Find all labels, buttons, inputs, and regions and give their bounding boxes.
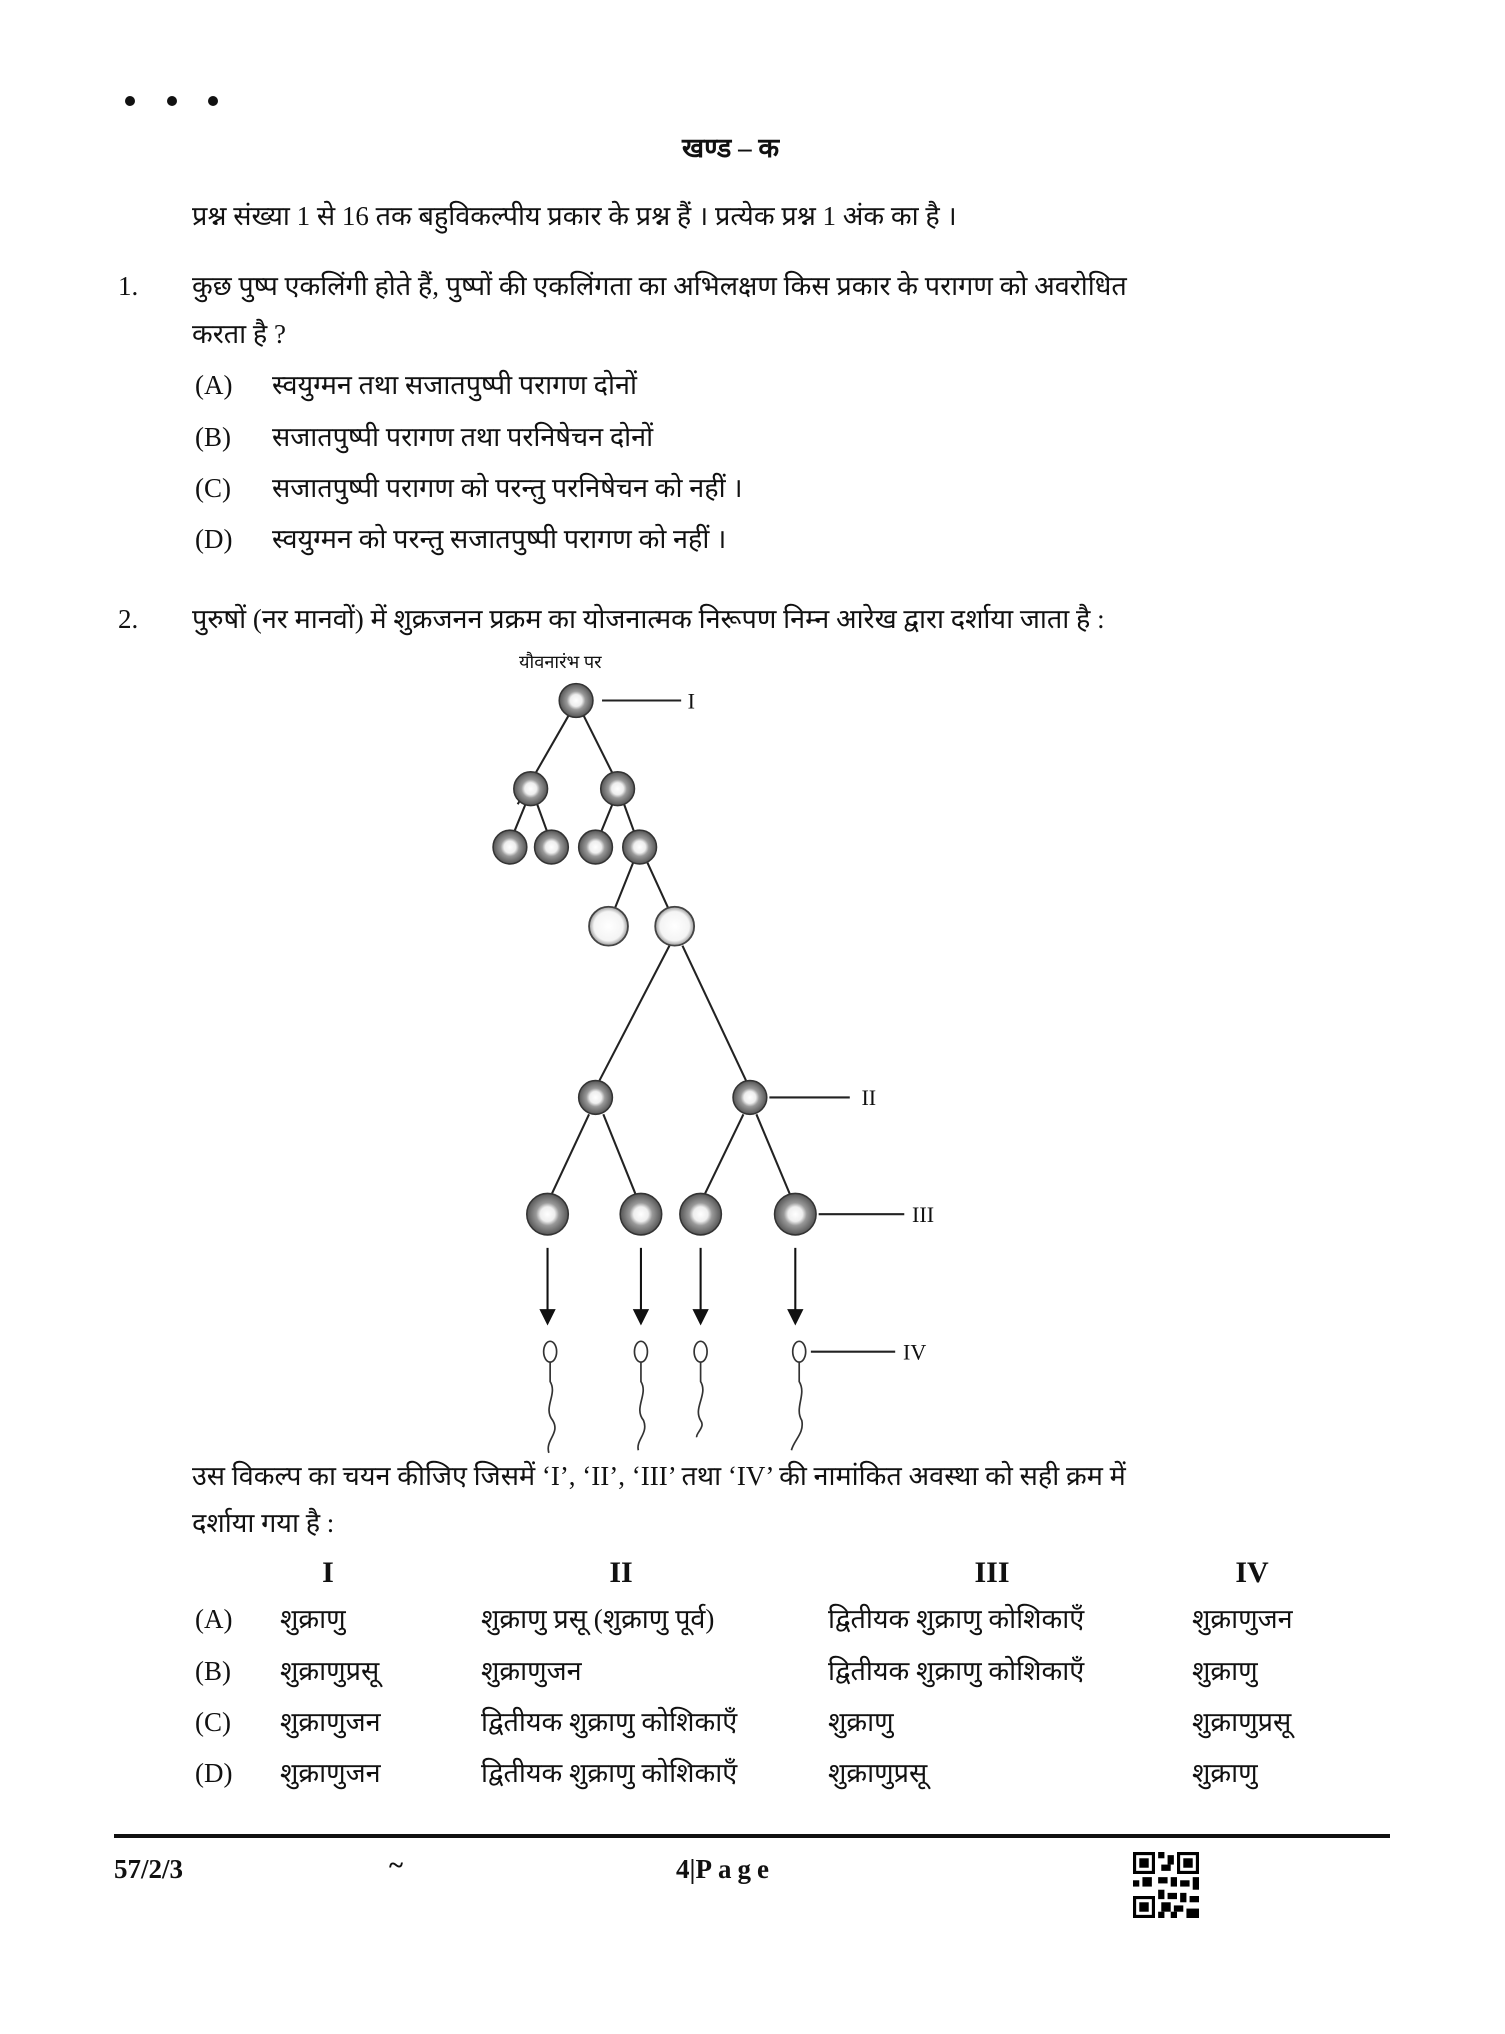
bullet-dot — [167, 96, 177, 106]
cell-ii: शुक्राणुजन — [481, 1656, 582, 1686]
q1-text-line1: कुछ पुष्प एकलिंगी होते हैं, पुष्पों की एकलिंगता का अभिलक्षण किस प्रकार के परागण को अवरोधित — [192, 271, 1127, 301]
cell-ii: शुक्राणु प्रसू (शुक्राणु पूर्व) — [481, 1604, 715, 1634]
diagram-top-label: यौवनारंभ पर — [519, 652, 602, 673]
page-separator: | — [689, 1854, 696, 1884]
cell-iv: शुक्राणुप्रसू — [1192, 1707, 1292, 1737]
instruction: प्रश्न संख्या 1 से 16 तक बहुविकल्पीय प्रकार के प्रश्न हैं । प्रत्येक प्रश्न 1 अंक का है । — [192, 201, 957, 231]
sperm-icon — [694, 1341, 707, 1437]
q1-text-line2: करता है ? — [192, 319, 286, 349]
cell-i: शुक्राणुजन — [280, 1707, 381, 1737]
paper-code: 57/2/3 — [114, 1854, 184, 1884]
sperm-cells — [544, 1341, 806, 1453]
option-label: (B) — [195, 1656, 231, 1686]
footer-tilde: ~ — [389, 1850, 404, 1880]
diagram-label-iv: IV — [902, 1339, 927, 1365]
page-word: Page — [695, 1854, 775, 1884]
option-text: स्वयुग्मन तथा सजातपुष्पी परागण दोनों — [272, 370, 637, 400]
cell-iv: शुक्राणु — [1192, 1758, 1258, 1788]
column-header-i: I — [322, 1556, 334, 1589]
cell-iii: शुक्राणु — [828, 1707, 894, 1737]
page-number: 4 — [676, 1854, 690, 1884]
option-text: सजातपुष्पी परागण को परन्तु परनिषेचन को नहीं । — [272, 473, 743, 503]
cell-i: शुक्राणुप्रसू — [280, 1656, 380, 1686]
column-header-iii: III — [974, 1556, 1010, 1589]
cell-iii: द्वितीयक शुक्राणु कोशिकाएँ — [828, 1604, 1085, 1634]
page-indicator — [676, 1853, 775, 1885]
arrows — [541, 1248, 802, 1323]
option-label: (C) — [195, 1707, 231, 1737]
cell-ii: द्वितीयक शुक्राणु कोशिकाएँ — [481, 1758, 738, 1788]
q2-number: 2. — [118, 604, 139, 634]
cell-ii: द्वितीयक शुक्राणु कोशिकाएँ — [481, 1707, 738, 1737]
sperm-icon — [544, 1341, 557, 1453]
diagram-label-ii: II — [861, 1085, 877, 1111]
cell-iv: शुक्राणु — [1192, 1656, 1258, 1686]
column-header-iv: IV — [1235, 1556, 1269, 1589]
spermatid-cells — [527, 1193, 816, 1235]
connector-lines — [514, 700, 904, 1351]
cell-i: शुक्राणुजन — [280, 1758, 381, 1788]
primary-cells — [589, 907, 694, 946]
q2-prompt-line1: उस विकल्प का चयन कीजिए जिसमें ‘I’, ‘II’, ‘III’ तथा ‘IV’ की नामांकित अवस्था को सही क्रम में — [192, 1461, 1126, 1491]
option-label: (D) — [195, 524, 233, 554]
sperm-icon — [791, 1341, 805, 1450]
cell-iii: द्वितीयक शुक्राणु कोशिकाएँ — [828, 1656, 1085, 1686]
q2-prompt-line2: दर्शाया गया है : — [192, 1508, 335, 1538]
bullet-dot — [208, 96, 218, 106]
section-title: खण्ड – क — [682, 133, 780, 163]
diagram-label-iii: III — [912, 1201, 935, 1227]
column-header-ii: II — [609, 1556, 633, 1589]
cell-iv: शुक्राणुजन — [1192, 1604, 1293, 1634]
option-label: (C) — [195, 473, 231, 503]
secondary-cells — [579, 1081, 767, 1115]
cell-i: शुक्राणु — [280, 1604, 346, 1634]
bullet-dot — [125, 96, 135, 106]
spermatogonia-cells — [493, 684, 656, 864]
option-text: सजातपुष्पी परागण तथा परनिषेचन दोनों — [272, 422, 654, 452]
option-label: (D) — [195, 1758, 233, 1788]
option-label: (A) — [195, 370, 233, 400]
q1-number: 1. — [118, 271, 139, 301]
footer-divider — [114, 1834, 1390, 1838]
option-label: (A) — [195, 1604, 233, 1634]
sperm-icon — [634, 1341, 647, 1450]
option-text: स्वयुग्मन को परन्तु सजातपुष्पी परागण को नहीं । — [272, 524, 727, 554]
option-label: (B) — [195, 422, 231, 452]
qr-code-icon — [1133, 1852, 1199, 1918]
diagram-label-i: I — [687, 688, 695, 714]
q2-text: पुरुषों (नर मानवों) में शुक्रजनन प्रक्रम का योजनात्मक निरूपण निम्न आरेख द्वारा दर्शाया जाता है : — [192, 604, 1105, 634]
cell-iii: शुक्राणुप्रसू — [828, 1758, 928, 1788]
